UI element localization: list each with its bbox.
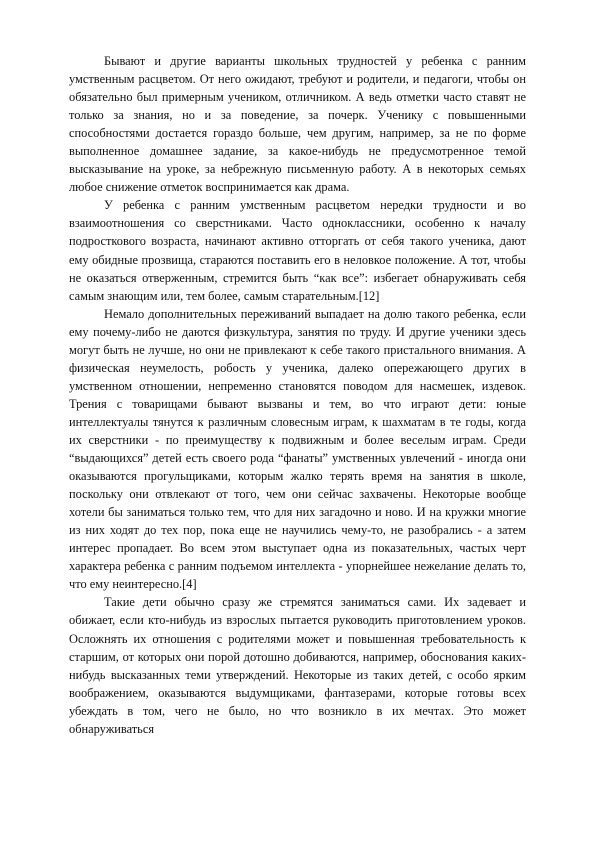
paragraph-school-difficulties: Бывают и другие варианты школьных трудностей у ребенка с ранним умственным расцветом. От него ожидают, требуют и родители, и педагоги, чтобы он обязательно был примерным учеником, отличником. А ведь отметки часто ставят не только за знания, но и за поведение, за почерк. Ученику с повышенными способностями достается гораздо больше, чем другим, например, за не по форме выполненное домашнее задание, за какое-нибудь не предусмотренное темой высказывание на уроке, за небрежную письменную работу. А в некоторых семьях любое снижение отметок воспринимается как драма.: [69, 54, 526, 195]
paragraph-extra-experiences: Немало дополнительных переживаний выпадает на долю такого ребенка, если ему почему-либо не даются физкультура, занятия по труду. И другие ученики здесь могут быть не лучше, но они не привлекают к себе такого пристального внимания. А физическая неумелость, робость у ученика, далеко опережающего других в умственном отношении, непременно становятся поводом для насмешек, издевок. Трения с товарищами бывают вызваны и тем, во что играют дети: юные интеллектуалы тянутся к различным словесным играм, к шахматам в те годы, когда их сверстники - по преимуществу к подвижным и более веселым играм. Среди “выдающихся” детей есть своего рода “фанаты” умственных увлечений - иногда они оказываются прогульщиками, которым жалко терять время на занятия в школе, поскольку они отвлекают от того, чем они сейчас захвачены. Некоторые вообще хотели бы заниматься только тем, что для них загадочно и ново. И на кружки многие из них ходят до тех пор, пока еще не научились чему-то, не разобрались - а затем интерес пропадает. Во всем этом выступает одна из показательных, частых черт характера ребенка с ранним подъемом интеллекта - упорнейшее нежелание делать то, что ему неинтересно.[4]: [69, 306, 526, 592]
paragraph-independent-study: Такие дети обычно сразу же стремятся заниматься сами. Их задевает и обижает, если кто-нибудь из взрослых пытается руководить приготовлением уроков. Осложнять их отношения с родителями может и повышенная требовательность к старшим, от которых они порой дотошно добиваются, например, обоснования каких-нибудь высказанных теми утверждений. Некоторые из таких детей, с особо ярким воображением, оказываются выдумщиками, фантазерами, которые готовы всех убеждать в том, чего не было, но что возникло в их мечтах. Это может обнаруживаться: [69, 595, 526, 736]
paragraph-peer-relations: У ребенка с ранним умственным расцветом нередки трудности и во взаимоотношения со сверстниками. Часто одноклассники, особенно к началу подросткового возраста, начинают активно отторгать от себя такого ученика, дают ему обидные прозвища, стараются поставить его в неловкое положение. А тот, чтобы не оказаться отверженным, стремится быть “как все”: избегает обнаруживать себя самым знающим или, тем более, самым старательным.[12]: [69, 198, 526, 303]
document-page: [69, 52, 526, 738]
